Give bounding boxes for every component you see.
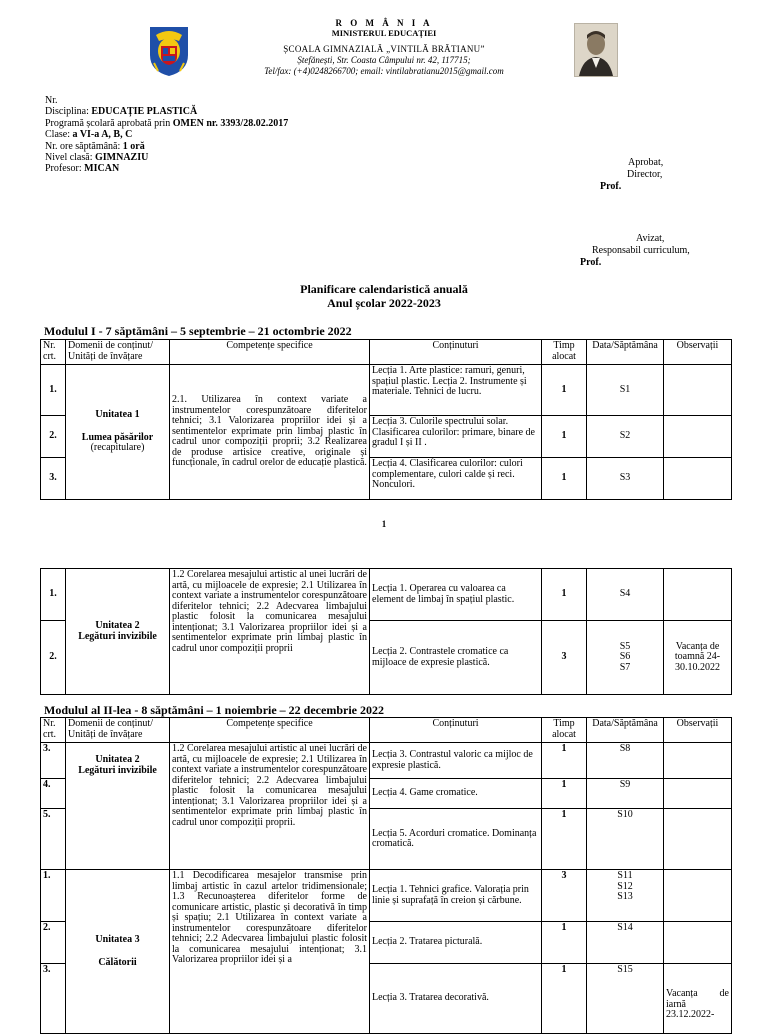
col-observatii: Observații (664, 718, 732, 743)
module1-header-row (41, 340, 732, 365)
row-time: 1 (542, 809, 587, 870)
country-name: R O M Â N I A (335, 18, 433, 28)
school-contact: Tel/fax: (+4)0248266700; email: vintilabratianu2015@gmail.com (264, 66, 504, 76)
table-row (41, 569, 732, 621)
row-obs: Vacanța de toamnă 24-30.10.2022 (664, 621, 732, 695)
col-data: Data/Săptămâna (587, 718, 664, 743)
row-week: S4 (587, 569, 664, 621)
school-year: Anul școlar 2022-2023 (327, 296, 441, 310)
row-content: Lecția 3. Contrastul valoric ca mijloc de expresie plastică. (370, 743, 542, 779)
row-week: S10 (587, 809, 664, 870)
row-content: Lecția 3. Tratarea decorativă. (370, 964, 542, 1034)
col-data: Data/Săptămâna (587, 340, 664, 365)
row-time: 1 (542, 964, 587, 1034)
row-nr: 2. (41, 621, 66, 695)
unit2-title: Unitatea 2 (95, 620, 140, 631)
week-label: S7 (619, 661, 631, 673)
director-prof: Prof. (600, 181, 622, 192)
row-nr: 5. (41, 809, 66, 870)
row-nr: 2. (41, 922, 66, 964)
row-content: Lecția 5. Acorduri cromatice. Dominanța cromatică. (370, 809, 542, 870)
row-time: 1 (542, 743, 587, 779)
row-weeks (587, 621, 664, 695)
unit3-competences: 1.1 Decodificarea mesajelor transmise prin limbaj artistic în cazul artelor tridimensionale; 1.3 Recunoașterea diferitelor forme de comunicare artistic, plastic și decorativă în timp și spațiu; 2.1 Utilizarea în context variate a instrumentelor corespunzătoare diferitelor tehnici; 2.2 Adecvarea limbajului plastic folosit la comunicarea mesajului intenționat; 3.1 Valorizarea propriilor idei și a (170, 870, 370, 1034)
row-nr: 3. (41, 743, 66, 779)
module2-header-row (41, 718, 732, 743)
row-time: 1 (542, 569, 587, 621)
col-domenii: Domenii de conținut/ Unități de învățare (66, 718, 170, 743)
row-content: Lecția 2. Contrastele cromatice ca mijloace de expresie plastică. (370, 621, 542, 695)
row-time: 1 (542, 365, 587, 416)
ministry-name: MINISTERUL EDUCAȚIEI (331, 28, 437, 38)
row-week: S15 (587, 964, 664, 1034)
table-row (41, 743, 732, 779)
row-time: 1 (542, 922, 587, 964)
col-timp: Timp alocat (542, 340, 587, 365)
unit1-title: Unitatea 1 (95, 409, 140, 421)
col-observatii: Observații (664, 340, 732, 365)
row-time: 1 (542, 779, 587, 809)
disciplina-line: Disciplina: EDUCAȚIE PLASTICĂ (45, 106, 198, 118)
col-competente: Competențe specifice (170, 340, 370, 365)
row-content: Lecția 2. Tratarea picturală. (370, 922, 542, 964)
row-nr: 1. (41, 365, 66, 416)
module1-heading: Modulul I - 7 săptămâni – 5 septembrie – 21 octombrie 2022 (44, 324, 352, 338)
row-obs (664, 569, 732, 621)
week-label: S12 (617, 880, 633, 892)
unit2-competences: 1.2 Corelarea mesajului artistic al unei lucrări de artă, cu mijloacele de expresie; 2.1 Utilizarea în context variate a instrumentelor corespunzătoare diferitelor tehnici; 2.2 Adecvarea limbajului plastic folosit la comunicarea mesajului intenționat; 3.1 Valorizarea propriilor idei și a sentimentelor exprimate prin limbaj plastic în cadrul unor compoziții proprii. (170, 743, 370, 870)
row-nr: 4. (41, 779, 66, 809)
row-time: 3 (542, 870, 587, 922)
unit1-competences: 2.1. Utilizarea în context variate a instrumentelor corespunzătoare diferitelor tehnici; 3.1 Valorizarea propriilor idei și a sentimentelor exprimate prin limbaj plastic în cadrul unor compoziții proprii; 3.2 Realizarea de produse artisice creative, originale și funcționale, în cadrul orelor de educație plastică. (170, 365, 370, 500)
unit1-cell (66, 365, 170, 500)
row-nr: 3. (41, 964, 66, 1034)
profesor-line: Profesor: MICAN (45, 163, 120, 175)
unit2-title: Unitatea 2 (95, 754, 140, 765)
page-number: 1 (381, 519, 387, 529)
row-obs (664, 365, 732, 416)
row-content: Lecția 1. Arte plastice: ramuri, genuri, spațiul plastic. Lecția 2. Instrumente și materiale. Tehnici de lucru. (370, 365, 542, 416)
col-nr: Nr. crt. (41, 340, 66, 365)
school-name: ȘCOALA GIMNAZIALĂ „VINTILĂ BRĂTIANU” (283, 44, 485, 54)
row-nr: 3. (41, 458, 66, 500)
row-week: S2 (587, 416, 664, 458)
row-content: Lecția 4. Clasificarea culorilor: culori complementare, culori calde și reci. Nonculori. (370, 458, 542, 500)
row-week: S3 (587, 458, 664, 500)
row-obs (664, 809, 732, 870)
row-obs: Vacanța de iarnă 23.12.2022- (664, 964, 732, 1034)
col-nr: Nr. crt. (41, 718, 66, 743)
row-obs (664, 458, 732, 500)
unit3-name: Călătorii (98, 956, 137, 968)
responsabil-label: Responsabil curriculum, (592, 245, 690, 256)
table-row (41, 870, 732, 922)
row-obs (664, 870, 732, 922)
unit1-note: (recapitulare) (90, 442, 145, 454)
table-row (41, 365, 732, 416)
module2-table (40, 717, 732, 1034)
unit2-competences: 1.2 Corelarea mesajului artistic al unei lucrări de artă, cu mijloacele de expresie; 2.1 Utilizarea în context variate a instrumentelor corespunzătoare diferitelor tehnici; 2.2 Adecvarea limbajului plastic folosit la comunicarea mesajului intenționat; 3.1 Valorizarea propriilor idei și a sentimentelor exprimate prin limbaj plastic în cadrul unor compoziții proprii (170, 569, 370, 695)
row-obs (664, 743, 732, 779)
plan-title: Planificare calendaristică anuală (300, 282, 468, 296)
school-address: Ștefănești, Str. Coasta Câmpului nr. 42, 117715; (297, 55, 471, 65)
continuation-table (40, 568, 732, 695)
ore-line: Nr. ore săptămână: 1 oră (45, 140, 145, 152)
nivel-line: Nivel clasă: GIMNAZIU (45, 152, 149, 164)
unit2-name: Legături invizibile (78, 764, 157, 776)
col-continuturi: Conținuturi (370, 340, 542, 365)
row-nr: 2. (41, 416, 66, 458)
week-label: S5 (619, 640, 631, 652)
week-label: S13 (617, 891, 633, 902)
col-domenii: Domenii de conținut/ Unități de învățare (66, 340, 170, 365)
module2-heading: Modulul al II-lea - 8 săptămâni – 1 noiembrie – 22 decembrie 2022 (44, 703, 384, 717)
unit2-name: Legături invizibile (78, 630, 157, 642)
row-weeks (587, 870, 664, 922)
aprobat-label: Aprobat, (628, 157, 664, 168)
clase-line: Clase: a VI-a A, B, C (45, 129, 133, 141)
row-content: Lecția 1. Tehnici grafice. Valorația prin linie și suprafață în creion și cărbune. (370, 870, 542, 922)
row-nr: 1. (41, 569, 66, 621)
row-time: 1 (542, 416, 587, 458)
row-time: 3 (542, 621, 587, 695)
programa-line: Programă școlară aprobată prin OMEN nr. 3393/28.02.2017 (45, 117, 289, 129)
row-week: S9 (587, 779, 664, 809)
unit2-cell (66, 569, 170, 695)
row-week: S8 (587, 743, 664, 779)
week-label: S6 (619, 651, 631, 663)
row-obs (664, 922, 732, 964)
row-nr: 1. (41, 870, 66, 922)
row-time: 1 (542, 458, 587, 500)
unit2-cell (66, 743, 170, 870)
director-label: Director, (627, 169, 663, 180)
col-competente: Competențe specifice (170, 718, 370, 743)
row-content: Lecția 4. Game cromatice. (370, 779, 542, 809)
col-timp: Timp alocat (542, 718, 587, 743)
row-content: Lecția 3. Culorile spectrului solar. Clasificarea culorilor: primare, binare de gradul I și II . (370, 416, 542, 458)
unit3-cell (66, 870, 170, 1034)
week-label: S11 (617, 870, 633, 881)
responsabil-prof: Prof. (580, 257, 602, 268)
module1-table (40, 339, 732, 500)
unit3-title: Unitatea 3 (95, 934, 140, 945)
row-obs (664, 416, 732, 458)
avizat-label: Avizat, (636, 233, 665, 244)
document-info (45, 95, 288, 175)
unit1-name: Lumea păsărilor (81, 431, 154, 443)
row-week: S1 (587, 365, 664, 416)
col-continuturi: Conținuturi (370, 718, 542, 743)
nr-line: Nr. (45, 95, 58, 106)
row-week: S14 (587, 922, 664, 964)
row-content: Lecția 1. Operarea cu valoarea ca element de limbaj în spațiul plastic. (370, 569, 542, 621)
row-obs (664, 779, 732, 809)
